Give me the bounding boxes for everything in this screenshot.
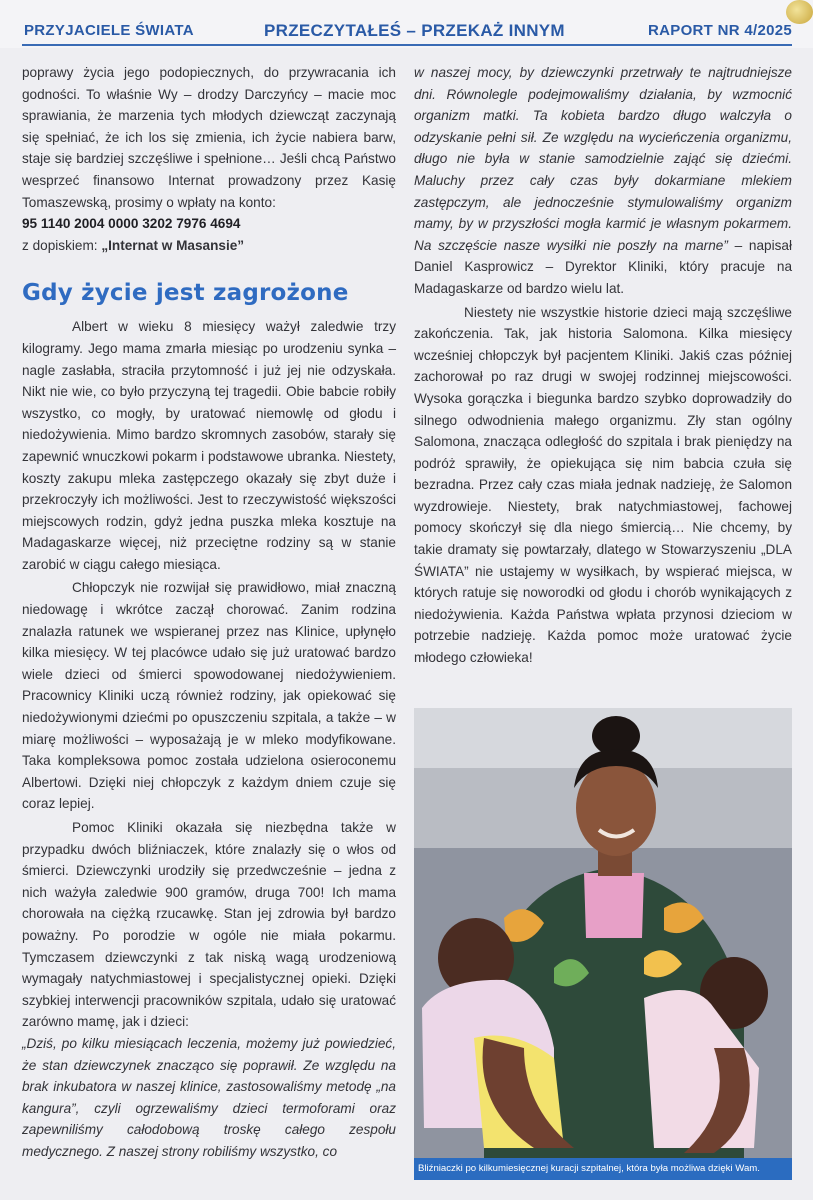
right-column xyxy=(414,62,792,669)
director-quote-italic: w naszej mocy, by dziewczynki przetrwały te najtrudniejsze dni. Równolegle podejmowaliśmy działania, by wzmocnić organizm matki. Ta kobieta bardzo długo walczyła o odzyskanie pełni sił. Ze względu na wycieńczenia organizmu, długo nie była w stanie samodzielnie zająć się dziećmi. Maluchy przez cały czas były dokarmiane mlekiem zastępczym, ale jednocześnie stymulowaliśmy organizm mamy, by w przyszłości mogła karmić je własnym pokarmem. Na szczęście nasze wysiłki nie poszły na marne” xyxy=(414,65,792,253)
director-attribution: – napisał Daniel Kasprowicz – Dyrektor Kliniki, który pracuje na Madagaskarze od bardzo wielu lat. xyxy=(414,237,792,296)
left-column xyxy=(22,62,396,1163)
header-publication-name: PRZYJACIELE ŚWIATA xyxy=(24,22,194,39)
section-title: Gdy życie jest zagrożone xyxy=(22,280,349,307)
transfer-note xyxy=(22,235,396,257)
bank-account-number: 95 1140 2004 0000 3202 7976 4694 xyxy=(22,216,241,232)
salomon-paragraph: Niestety nie wszystkie historie dzieci mają szczęśliwe zakończenia. Tak, jak historia Salomona. Kilka miesięcy wcześniej chłopczyk był pacjentem Kliniki. Jakiś czas później zachorował po raz drugi w swojej rodzinnej miejscowości. Wysoka gorączka i biegunka bardzo szybko doprowadziły do silnego odwodnienia małego organizmu. Zły stan ogólny Salomona, znacząca odległość do szpitala i brak pieniędzy na podróż sprawiły, że opiekująca się nim babcia czuła się bezradna. Przez cały czas miała jednak nadzieję, że Salomon wyzdrowieje. Niestety, brak natychmiastowej, fachowej pomocy skończył się dla niego śmiercią… Nie chcemy, by takie dramaty się powtarzały, dlatego w Stowarzyszeniu „DLA ŚWIATA” nie ustajemy w wysiłkach, by wspierać miejsca, w których ratuje się noworodki od głodu i chorób wynikających z niedożywienia. Każda Państwa wpłata przynosi dzieciom w potrzebie nadzieję. Każda pomoc może uratować życie młodego człowieka! xyxy=(414,304,792,666)
transfer-note-prefix: z dopiskiem: xyxy=(22,237,102,253)
header-slogan: PRZECZYTAŁEŚ – PRZEKAŻ INNYM xyxy=(264,21,565,40)
albert-paragraph: Albert w wieku 8 miesięcy ważył zaledwie trzy kilogramy. Jego mama zmarła miesiąc po urodzeniu synka – nagle zasłabła, straciła przytomność i już jej nie odzyskała. Nikt nie wie, co było przyczyną tej tragedii. Obie babcie robiły wszystko, co mogły, by uratować niemowlę od głodu i niedożywienia. Mimo bardzo skromnych zasobów, starały się zapewnić wnuczkowi pokarm i podstawowe ubranka. Niestety, koszty zakupu mleka zastępczego okazały się zbyt duże i przekroczyły ich możliwości. Jest to rzeczywistość większości miejscowych rodzin, gdyż jedna puszka mleka kosztuje na Madagaskarze więcej, niż przeciętne rodziny są w stanie zarobić w ciągu całego miesiąca. xyxy=(22,319,396,572)
photo-illustration xyxy=(414,708,792,1158)
photo-caption: Bliźniaczki po kilkumiesięcznej kuracji szpitalnej, która była możliwa dzięki Wam. xyxy=(414,1158,792,1180)
intro-paragraph: poprawy życia jego podopiecznych, do przywracania ich godności. To właśnie Wy – drodzy Darczyńcy – macie moc sprawiania, że marzenia tych młodych dziewcząt zaczynają się spełniać, że ich los się zmienia, ich życie nabiera barw, staje się bardziej szczęśliwe i spełnione… Jeśli chcą Państwo wesprzeć finansowo Internat prowadzony przez Kasię Tomaszewską, prosimy o wpłaty na konto: xyxy=(22,65,396,210)
twins-photo xyxy=(414,708,792,1158)
header-report-number: RAPORT NR 4/2025 xyxy=(648,22,793,39)
clinic-paragraph: Chłopczyk nie rozwijał się prawidłowo, miał znaczną niedowagę i wkrótce zaczął chorować. Zanim rodzina znalazła ratunek we wspieranej przez nas Klinice, upłynęło kilka miesięcy. W tej placówce udało się już uratować bardzo wiele dzieci od śmierci spowodowanej niedożywieniem. Pracownicy Kliniki uczą również rodziny, jak opiekować się niedożywionymi dziećmi po opuszczeniu szpitala, a także – w miarę możliwości – wyposażają je w mleko modyfikowane. Taka kompleksowa pomoc została udzielona osieroconemu Albertowi. Dzięki niej chłopczyk z każdym dniem czuje się coraz lepiej. xyxy=(22,580,396,812)
director-quote-end xyxy=(414,62,792,300)
pin-icon xyxy=(786,0,813,24)
transfer-note-title: „Internat w Masansie” xyxy=(101,237,245,253)
twins-paragraph: Pomoc Kliniki okazała się niezbędna także w przypadku dwóch bliźniaczek, które znalazły się o włos od śmierci. Dziewczynki urodziły się przedwcześnie – jedna z nich ważyła zaledwie 900 gramów, druga 700! Ich mama chorowała na ciężką rzucawkę. Stan jej zdrowia był bardzo poważny. Po porodzie w ogóle nie miała pokarmu. Tymczasem dziewczynki z tak niską wagą urodzeniową wymagały natychmiastowej i specjalistycznej opieki. Dzięki szybkiej interwencji pracowników szpitala, udało się uratować zarówno mamę, jak i dzieci: xyxy=(22,820,396,1030)
page-header xyxy=(0,0,813,48)
header-rule xyxy=(22,44,792,46)
director-quote-start: „Dziś, po kilku miesiącach leczenia, możemy już powiedzieć, że stan dziewczynek znacząco się poprawił. Ze względu na brak inkubatora w naszej klinice, zastosowaliśmy metodę „na kangura”, czyli ogrzewaliśmy dzieci termoforami oraz zapewniliśmy całodobową troskę całego zespołu medycznego. Z naszej strony robiliśmy wszystko, co xyxy=(22,1035,396,1159)
